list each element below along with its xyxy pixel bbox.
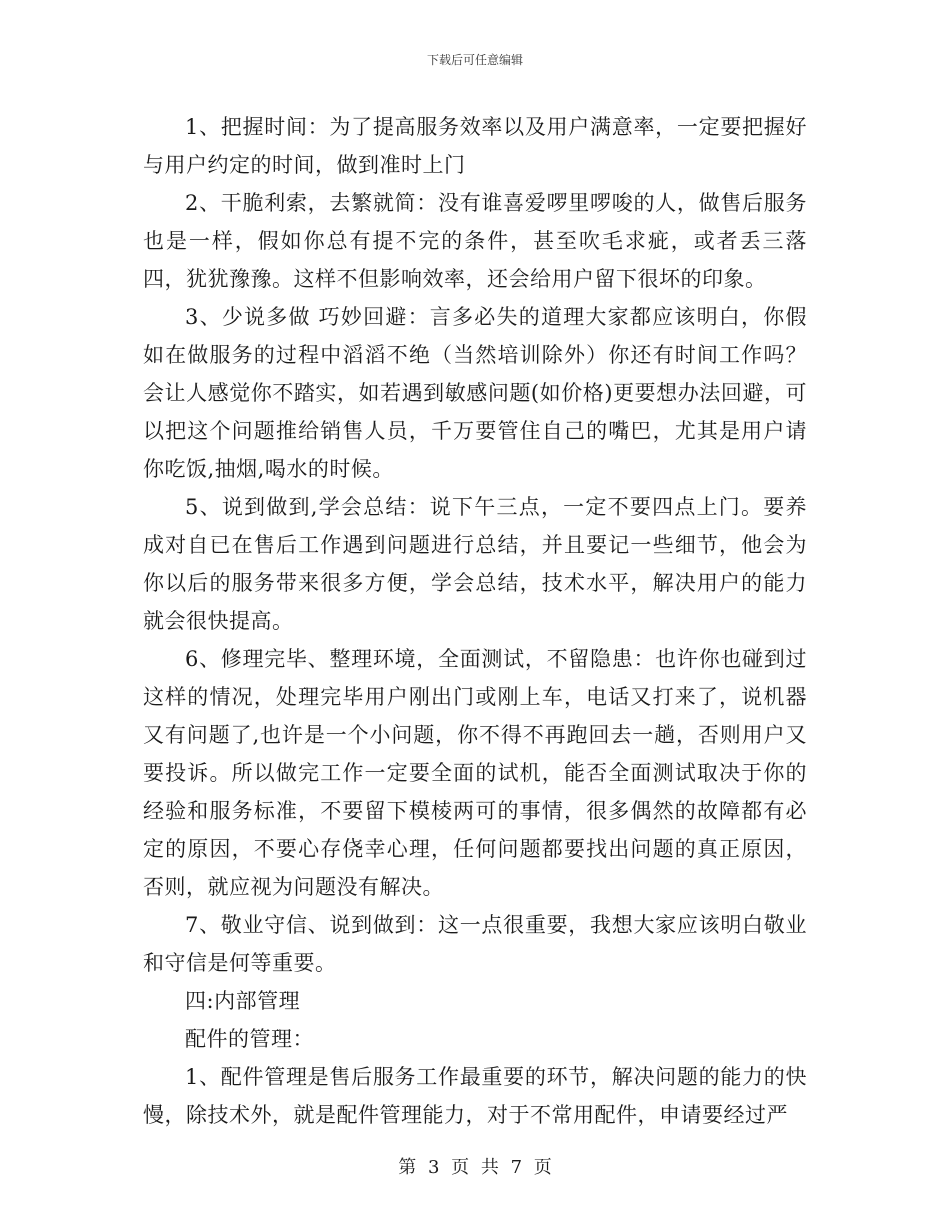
paragraph-grasp-time: 1、把握时间：为了提高服务效率以及用户满意率，一定要把握好与用户约定的时间，做到准时上门: [143, 115, 807, 177]
page-header: 下载后可任意编辑: [426, 53, 523, 67]
paragraph-say-less-do-more: 3、少说多做 巧妙回避：言多必失的道理大家都应该明白，你假如在做服务的过程中滔滔不绝（当然培训除外）你还有时间工作吗？会让人感觉你不踏实，如若遇到敏感问题(如价格)更要想办法回避，可以把这个问题推给销售人员，千万要管住自己的嘴巴，尤其是用户请你吃饭,抽烟,喝水的时候。: [143, 305, 807, 481]
document-body: [143, 108, 807, 1134]
subheading-parts-management: 配件的管理：: [185, 1027, 314, 1051]
page-number: 第 3 页 共 7 页: [398, 1157, 552, 1178]
paragraph-full-testing: 6、修理完毕、整理环境，全面测试，不留隐患：也许你也碰到过这样的情况，处理完毕用户刚出门或刚上车，电话又打来了，说机器又有问题了,也许是一个小问题，你不得不再跑回去一趟，否则用户又要投诉。所以做完工作一定要全面的试机，能否全面测试取决于你的经验和服务标准，不要留下模棱两可的事情，很多偶然的故障都有必定的原因，不要心存侥幸心理，任何问题都要找出问题的真正原因，否则，就应视为问题没有解决。: [143, 647, 807, 899]
paragraph-parts-management: 1、配件管理是售后服务工作最重要的环节，解决问题的能力的快慢，除技术外，就是配件管理能力，对于不常用配件，申请要经过严: [143, 1065, 807, 1127]
section-heading-internal-management: 四:内部管理: [185, 989, 301, 1013]
paragraph-dedication: 7、敬业守信、说到做到：这一点很重要，我想大家应该明白敬业和守信是何等重要。: [143, 913, 807, 975]
paragraph-simplify: 2、干脆利索，去繁就简：没有谁喜爱啰里啰唆的人，做售后服务也是一样，假如你总有提不完的条件，甚至吹毛求疵，或者丢三落四，犹犹豫豫。这样不但影响效率，还会给用户留下很坏的印象。: [143, 191, 807, 291]
paragraph-keep-promises: 5、说到做到,学会总结：说下午三点，一定不要四点上门。要养成对自已在售后工作遇到问题进行总结，并且要记一些细节，他会为你以后的服务带来很多方便，学会总结，技术水平，解决用户的能力就会很快提高。: [143, 495, 807, 633]
